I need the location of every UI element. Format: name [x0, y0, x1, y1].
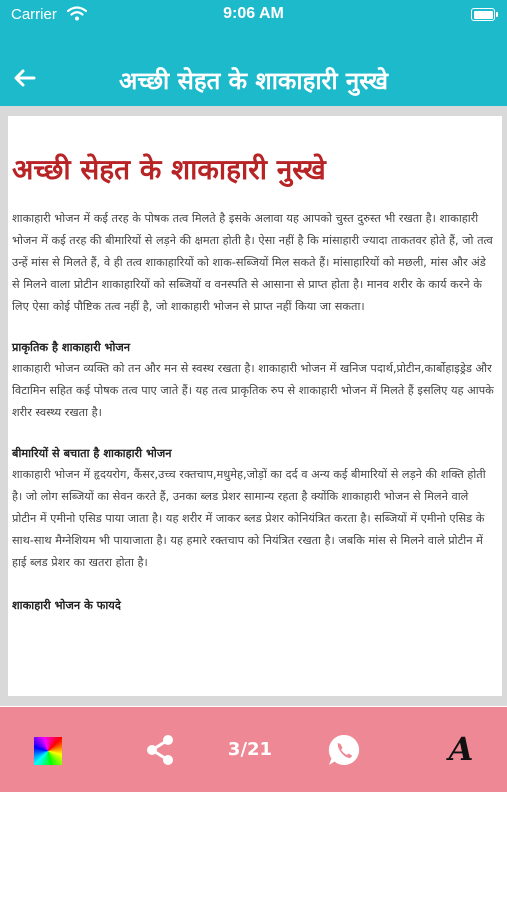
screen-title: अच्छी सेहत के शाकाहारी नुस्खे: [119, 67, 388, 95]
intro-paragraph: शाकाहारी भोजन में कई तरह के पोषक तत्व मिलते है इसके अलावा यह आपको चुस्त दुरुस्त भी रखता है। शाकाहारी भोजन में कई तरह की बीमारियों से लड़ने की क्षमता होती है। ऐसा नहीं है कि मांसाहारी ज्यादा ताकतवर होते हैं, जो तत्व उन्हें मांस से मिलते हैं, वे ही तत्व शाकाहारियों को शाक-सब्जियों मिल सकते हैं। मांसाहारियों को मछली, मांस और अंडे से मिलने वाला प्रोटीन शाकाहारियों को सब्जियों व वनस्पति से आसाना से प्राप्त होता है। मानव शरीर के कार्य करने के लिए ऐसा कोई पौष्टिक तत्व नहीं है, जो शाकाहारी भोजन से प्राप्त नहीं किया जा सकता।: [12, 212, 493, 313]
page-indicator: 3/21: [227, 739, 273, 760]
whatsapp-icon[interactable]: [326, 732, 362, 768]
section-title-natural: प्राकृतिक है शाकाहारी भोजन: [12, 341, 131, 354]
section-text-disease: शाकाहारी भोजन में हृदयरोग, कैंसर,उच्च रक्तचाप,मधुमेह,जोड़ों का दर्द व अन्य कई बीमारियों से लड़ने की शक्ति होती है। जो लोग सब्जियों का सेवन करते हैं, उनका ब्लड प्रेशर सामान्य रहता है क्योंकि शाकाहारी भोजन से मिलने वाले प्रोटीन में एमीनो एसिड पाया जाता है। यह शरीर में जाकर ब्लड प्रेशर कोनियंत्रित करता है। सब्जियों में एमीनो एसिड के साथ-साथ मैग्नेशियम भी पायाजाता है। यह हमारे रक्तचाप को नियंत्रित रखता है। जबकि मांस से मिलने वाले प्रोटीन में हाई ब्लड प्रेशर का खतरा होता है।: [12, 468, 486, 569]
share-icon[interactable]: [142, 732, 178, 768]
carrier-label: Carrier: [11, 6, 57, 23]
bottom-toolbar: [0, 707, 507, 792]
section-title-benefits: शाकाहारी भोजन के फायदे: [12, 599, 121, 612]
article-card[interactable]: [8, 116, 502, 696]
section-title-disease: बीमारियों से बचाता है शाकाहारी भोजन: [12, 447, 172, 460]
battery-icon: [471, 8, 495, 21]
article-heading: अच्छी सेहत के शाकाहारी नुस्खे: [12, 153, 326, 186]
top-navigation-bar: [0, 0, 507, 106]
status-time: 9:06 AM: [223, 5, 284, 22]
color-palette-icon[interactable]: [34, 737, 62, 765]
font-style-icon[interactable]: A: [448, 730, 474, 768]
status-bar: [0, 0, 507, 32]
section-text-natural: शाकाहारी भोजन व्यक्ति को तन और मन से स्वस्थ रखता है। शाकाहारी भोजन में खनिज पदार्थ,प्रोटीन,कार्बोहाइड्रेड और विटामिन सहित कई पोषक तत्व पाए जाते हैं। यह तत्व प्राकृतिक रुप से शाकाहारी भोजन में मिलते हैं इसलिए यह आपके शरीर स्वस्थ्य रखता है।: [12, 362, 494, 419]
content-area: [0, 106, 507, 706]
